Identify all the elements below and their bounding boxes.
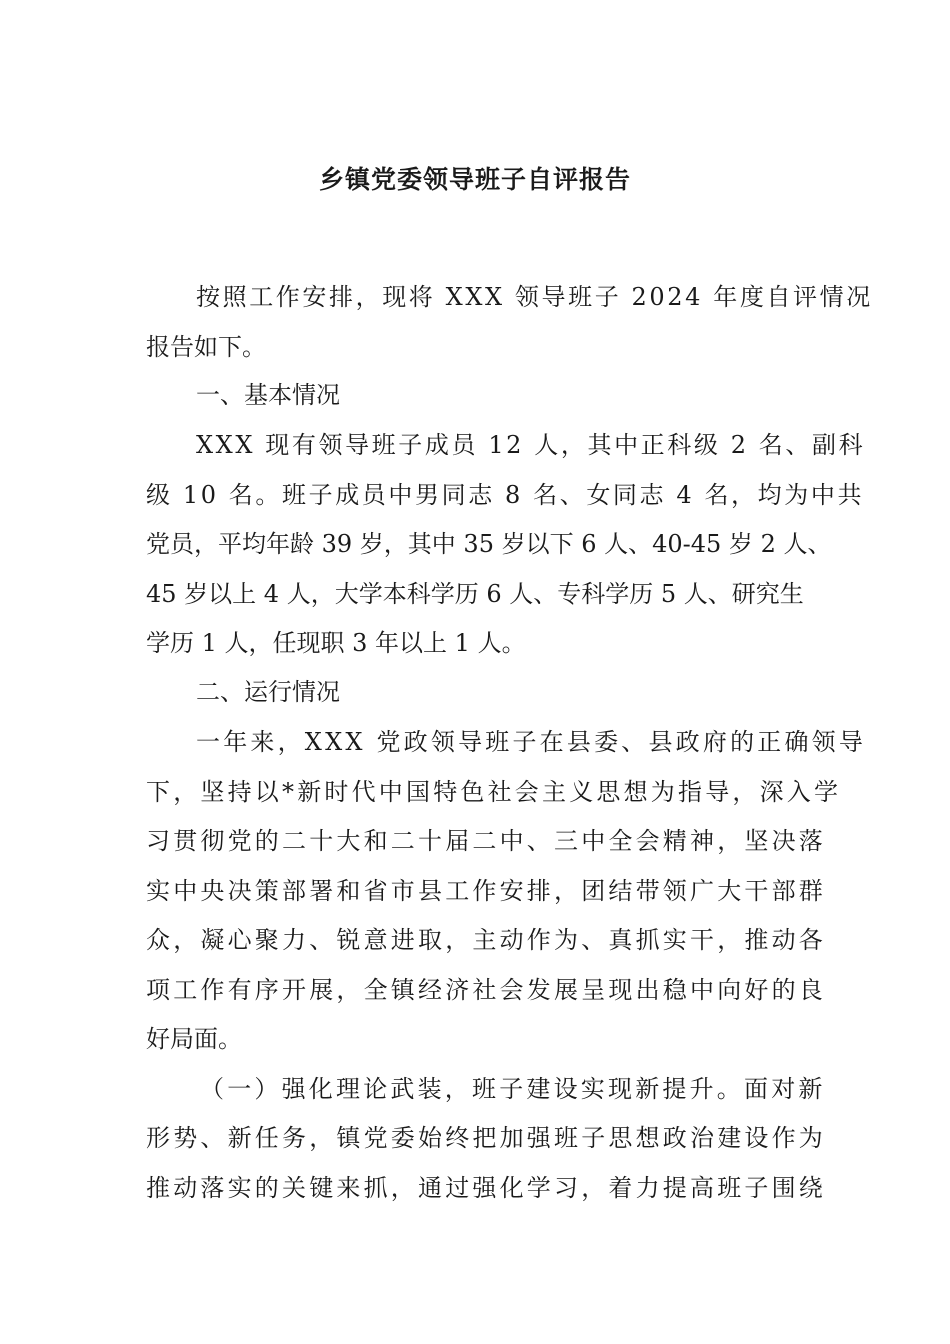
paragraph-line: 按照工作安排，现将 XXX 领导班子 2024 年度自评情况: [196, 283, 873, 311]
paragraph-line: 报告如下。: [146, 333, 266, 361]
paragraph-line: 众，凝心聚力、锐意进取，主动作为、真抓实干，推动各: [146, 926, 826, 954]
section-heading: 二、运行情况: [196, 678, 340, 706]
paragraph-line: 一年来，XXX 党政领导班子在县委、县政府的正确领导: [196, 728, 867, 756]
paragraph-line: 好局面。: [146, 1025, 242, 1053]
paragraph-line: 党员，平均年龄 39 岁，其中 35 岁以下 6 人、40-45 岁 2 人、: [146, 530, 832, 558]
paragraph-line: 下，坚持以*新时代中国特色社会主义思想为指导，深入学: [146, 778, 842, 806]
paragraph-line: 45 岁以上 4 人，大学本科学历 6 人、专科学历 5 人、研究生: [146, 580, 804, 608]
paragraph-line: 级 10 名。班子成员中男同志 8 名、女同志 4 名，均为中共: [146, 481, 865, 509]
section-heading: 一、基本情况: [196, 381, 340, 409]
document-title: 乡镇党委领导班子自评报告: [318, 165, 631, 194]
paragraph-line: 推动落实的关键来抓，通过强化学习，着力提高班子围绕: [146, 1174, 826, 1202]
paragraph-line: 形势、新任务，镇党委始终把加强班子思想政治建设作为: [146, 1124, 826, 1152]
paragraph-line: 项工作有序开展，全镇经济社会发展呈现出稳中向好的良: [146, 976, 826, 1004]
paragraph-line: 习贯彻党的二十大和二十届二中、三中全会精神，坚决落: [146, 827, 826, 855]
paragraph-line: 学历 1 人，任现职 3 年以上 1 人。: [146, 629, 526, 657]
paragraph-line: XXX 现有领导班子成员 12 人，其中正科级 2 名、副科: [196, 431, 866, 459]
paragraph-line: 实中央决策部署和省市县工作安排，团结带领广大干部群: [146, 877, 826, 905]
subsection-heading: （一）强化理论武装，班子建设实现新提升。面对新: [200, 1075, 826, 1103]
